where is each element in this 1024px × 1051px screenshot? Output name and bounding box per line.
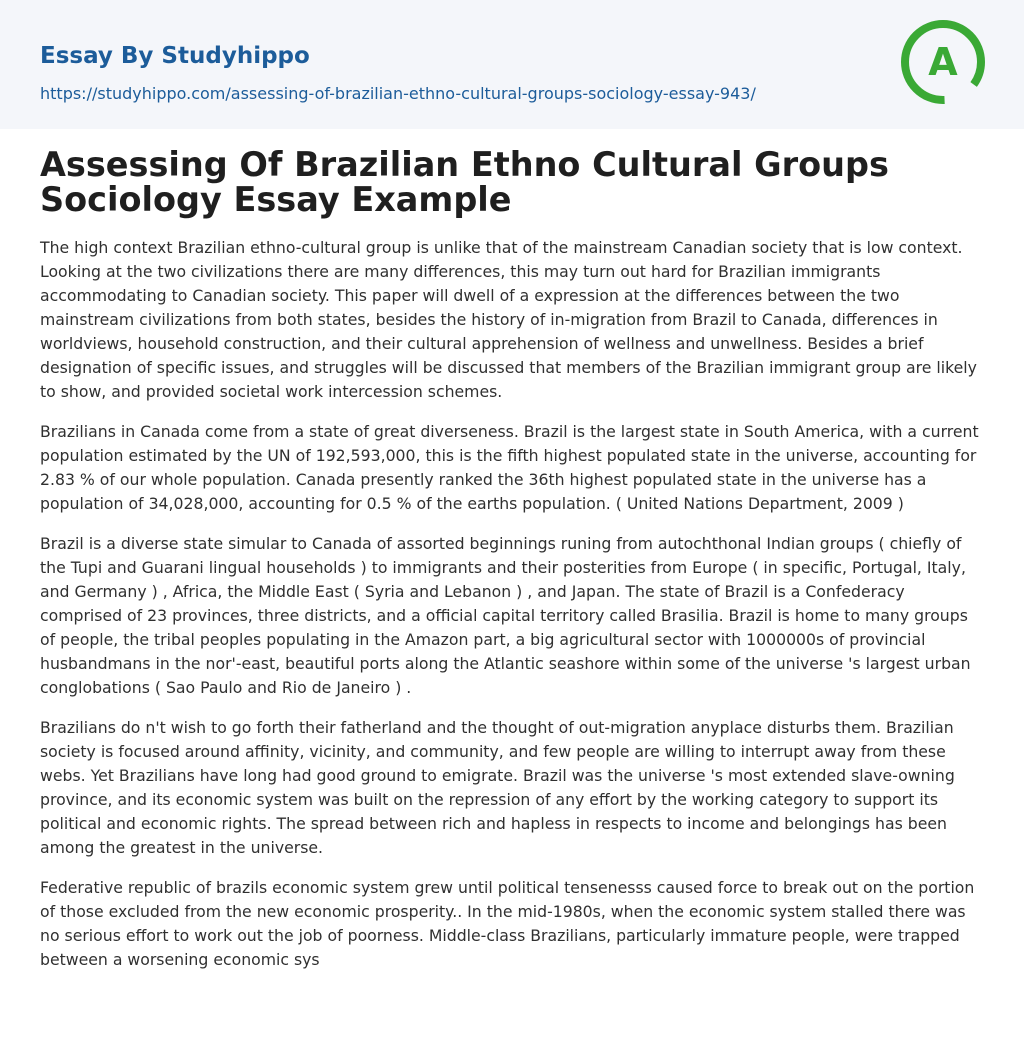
paragraph: Brazilians in Canada come from a state of great diverseness. Brazil is the largest state in South America, with a current population estimated by the UN of 192,593,000, this is the fifth highest populated state in the universe, accounting for 2.83 % of our whole population. Canada presently ranked the 36th highest populated state in the universe has a population of 34,028,000, accounting for 0.5 % of the earths population. ( United Nations Department, 2009 ) — [40, 422, 979, 513]
site-header — [0, 0, 1024, 129]
paragraph: Brazilians do n't wish to go forth their fatherland and the thought of out-migration anyplace disturbs them. Brazilian society is focused around affinity, vicinity, and community, and few people are willing to interrupt away from these webs. Yet Brazilians have long had good ground to emigrate. Brazil was the universe 's most extended slave-owning province, and its economic system was built on the repression of any effort by the working category to support its political and economic rights. The spread between rich and hapless in respects to income and belongings has been among the greatest in the universe. — [40, 718, 955, 857]
paragraph: Brazil is a diverse state simular to Canada of assorted beginnings runing from autochthonal Indian groups ( chiefly of the Tupi and Guarani lingual households ) to immigrants and their posterities from Europe ( in specific, Portugal, Italy, and Germany ) , Africa, the Middle East ( Syria and Lebanon ) , and Japan. The state of Brazil is a Confederacy comprised of 23 provinces, three districts, and a official capital territory called Brasilia. Brazil is home to many groups of people, the tribal peoples populating in the Amazon part, a big agricultural sector with 1000000s of provincial husbandmans in the nor'-east, beautiful ports along the Atlantic seashore within some of the universe 's largest urban conglobations ( Sao Paulo and Rio de Janeiro ) . — [40, 534, 971, 697]
page-url-link[interactable]: https://studyhippo.com/assessing-of-brazilian-ethno-cultural-groups-sociology-essay-943/ — [40, 84, 756, 103]
paragraph: The high context Brazilian ethno-cultural group is unlike that of the mainstream Canadian society that is low context. Looking at the two civilizations there are many differences, this may turn out hard for Brazilian immigrants accommodating to Canadian society. This paper will dwell of a expression at the differences between the two mainstream civilizations from both states, besides the history of in-migration from Brazil to Canada, differences in worldviews, household construction, and their cultural apprehension of wellness and unwellness. Besides a brief designation of specific issues, and struggles will be discussed that members of the Brazilian immigrant group are likely to show, and provided societal work intercession schemes. — [40, 238, 977, 401]
site-brand-link[interactable]: Essay By Studyhippo — [40, 43, 310, 69]
logo-letter: A — [928, 40, 958, 84]
paragraph: Federative republic of brazils economic system grew until political tensenesss caused force to break out on the portion of those excluded from the new economic prosperity.. In the mid-1980s, when the economic system stalled there was no serious effort to work out the job of poorness. Middle-class Brazilians, particularly immature people, were trapped between a worsening economic sys — [40, 878, 975, 969]
page-title: Assessing Of Brazilian Ethno Cultural Groups Sociology Essay Example — [40, 145, 889, 219]
article — [0, 129, 1024, 972]
studyhippo-logo-icon[interactable] — [900, 19, 986, 105]
